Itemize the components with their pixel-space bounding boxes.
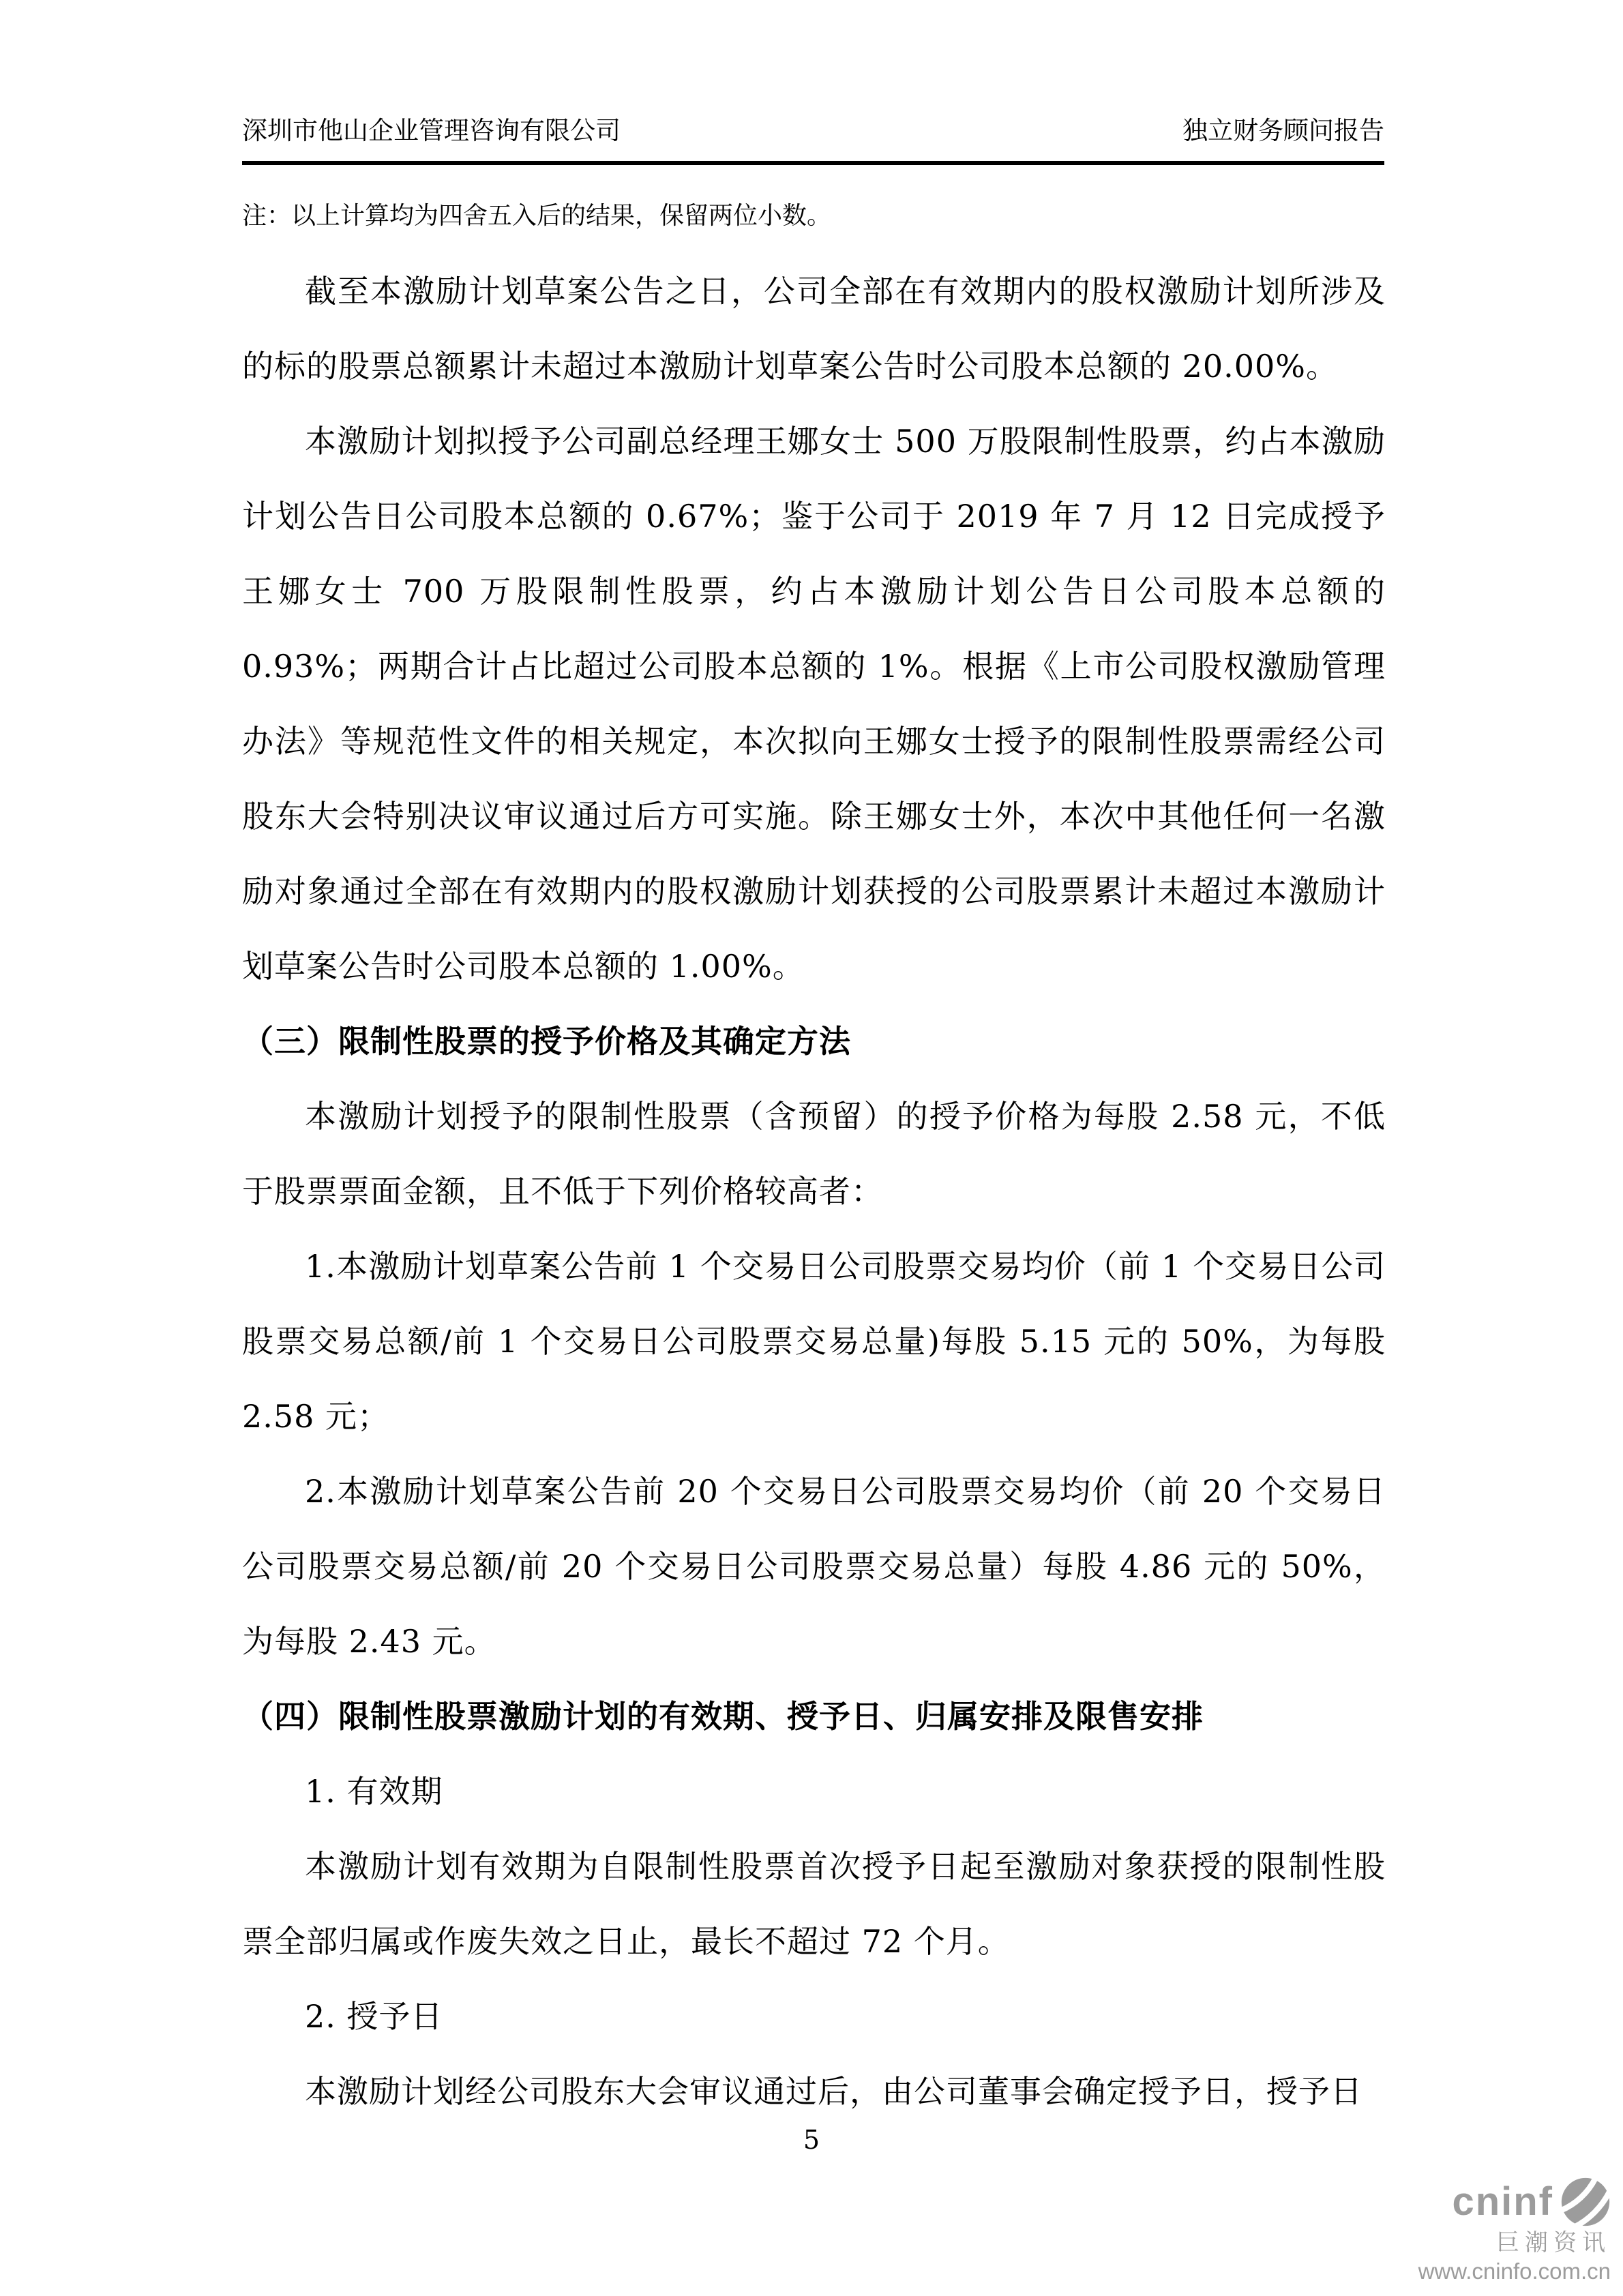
note-line: 注：以上计算均为四舍五入后的结果，保留两位小数。 xyxy=(242,202,832,230)
page-header xyxy=(242,115,1384,147)
cninfo-logo xyxy=(1418,2177,1611,2282)
section-heading-three: （三）限制性股票的授予价格及其确定方法 xyxy=(242,1023,851,1060)
header-divider xyxy=(242,161,1384,165)
paragraph: 截至本激励计划草案公告之日，公司全部在有效期内的股权激励计划所涉及的标的股票总额累计未超过本激励计划草案公告时公司股本总额的 20.00%。 xyxy=(242,273,1386,385)
paragraph: 本激励计划经公司股东大会审议通过后，由公司董事会确定授予日，授予日 xyxy=(305,2073,1363,2110)
page-number: 5 xyxy=(803,2125,820,2155)
header-company-name: 深圳市他山企业管理咨询有限公司 xyxy=(242,116,621,145)
section-heading-four: （四）限制性股票激励计划的有效期、授予日、归属安排及限售安排 xyxy=(242,1698,1204,1735)
cninfo-logo-row xyxy=(1418,2177,1611,2227)
list-item-2: 2.本激励计划草案公告前 20 个交易日公司股票交易均价（前 20 个交易日公司股票交易总额/前 20 个交易日公司股票交易总量）每股 4.86 元的 50%，为每股 2.43 元。 xyxy=(242,1473,1386,1660)
cninfo-chinese-name: 巨潮资讯 xyxy=(1496,2230,1611,2256)
paragraph: 本激励计划授予的限制性股票（含预留）的授予价格为每股 2.58 元，不低于股票票面金额，且不低于下列价格较高者： xyxy=(242,1098,1386,1210)
cninfo-url: www.cninfo.com.cn xyxy=(1418,2258,1611,2284)
cninfo-swoosh-icon xyxy=(1560,2177,1611,2227)
sub-item-heading: 2. 授予日 xyxy=(305,1998,443,2035)
paragraph: 本激励计划有效期为自限制性股票首次授予日起至激励对象获授的限制性股票全部归属或作废失效之日止，最长不超过 72 个月。 xyxy=(242,1848,1386,1960)
document-body xyxy=(242,179,1386,2129)
list-item-1: 1.本激励计划草案公告前 1 个交易日公司股票交易均价（前 1 个交易日公司股票交易总额/前 1 个交易日公司股票交易总量)每股 5.15 元的 50%，为每股 2.58 元； xyxy=(242,1248,1386,1435)
sub-item-heading: 1. 有效期 xyxy=(305,1773,443,1810)
header-report-title: 独立财务顾问报告 xyxy=(1182,116,1384,145)
cninfo-wordmark: cninf xyxy=(1452,2179,1553,2224)
paragraph: 本激励计划拟授予公司副总经理王娜女士 500 万股限制性股票，约占本激励计划公告日公司股本总额的 0.67%；鉴于公司于 2019 年 7 月 12 日完成授予王娜女士 700 万股限制性股票，约占本激励计划公告日公司股本总额的 0.93%；两期合计占比超过公司股本总额的 1%。根据《上市公司股权激励管理办法》等规范性文件的相关规定，本次拟向王娜女士授予的限制性股票需经公司股东大会特别决议审议通过后方可实施。除王娜女士外，本次中其他任何一名激励对象通过全部在有效期内的股权激励计划获授的公司股票累计未超过本激励计划草案公告时公司股本总额的 1.00%。 xyxy=(242,423,1386,985)
